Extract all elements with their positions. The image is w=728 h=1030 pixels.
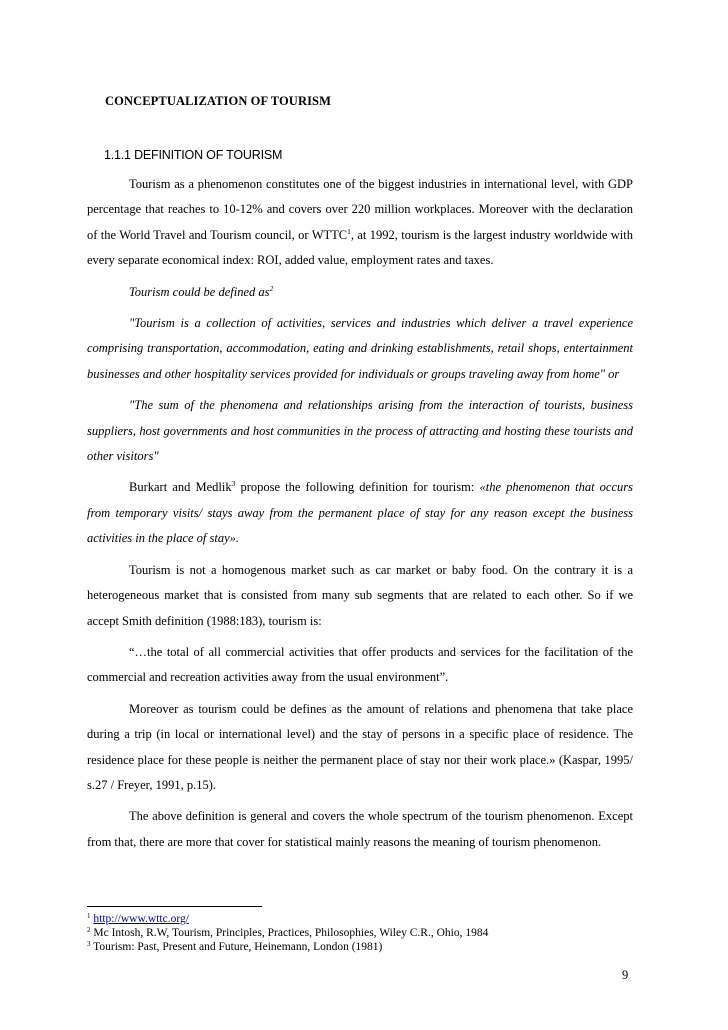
chapter-title: CONCEPTUALIZATION OF TOURISM xyxy=(105,94,331,108)
defined-as-text: Tourism could be defined as xyxy=(129,284,270,299)
paragraph-defined-as xyxy=(87,280,633,305)
footnote-2-text: Mc Intosh, R.W, Tourism, Principles, Practices, Philosophies, Wiley C.R., Ohio, 1984 xyxy=(93,927,489,939)
paragraph-intro-text: Tourism as a phenomenon constitutes one of the biggest industries in international level, with GDP percentage that reaches to 10-12% and covers over 220 million workplaces. Moreover with the declaration of the World Travel and Tourism council, or WTTC xyxy=(87,177,633,242)
footnote-2 xyxy=(87,926,633,940)
footnote-ref-1: 1 xyxy=(347,226,351,236)
paragraph-intro xyxy=(87,172,633,274)
footnote-2-number: 2 xyxy=(87,926,91,934)
footnote-3-number: 3 xyxy=(87,940,91,948)
footnote-1-number: 1 xyxy=(87,912,91,920)
section-heading: 1.1.1 DEFINITION OF TOURISM xyxy=(104,148,283,162)
footnote-3 xyxy=(87,940,633,954)
footnote-ref-2: 2 xyxy=(269,283,274,293)
paragraph-kaspar: Moreover as tourism could be defines as the amount of relations and phenomena that take place during a trip (in local or international level) and the stay of persons in a specific place of residence. The residence place for these people is neither the permanent place of stay nor their work place.» (Kaspar, 1995/ s.27 / Freyer, 1991, p.15). xyxy=(87,701,633,792)
burkart-quote: «the phenomenon that occurs from temporary visits/ stays away from the permanent place of stay for any reason except the business activities in the place of stay». xyxy=(87,480,633,546)
paragraph-intro-text-cont: , at 1992, tourism is the largest industry worldwide with every separate economical index: ROI, added value, employment rates and taxes. xyxy=(87,227,633,268)
burkart-authors: Burkart and Medlik xyxy=(129,480,232,495)
paragraph-burkart xyxy=(87,475,633,551)
paragraph-quote-2: "The sum of the phenomena and relationships arising from the interaction of tourists, business suppliers, host governments and host communities in the process of attracting and hosting these tourists and other visitors" xyxy=(87,398,633,464)
body-text xyxy=(87,172,633,861)
page-number: 9 xyxy=(622,968,629,982)
footnote-divider xyxy=(87,906,262,907)
footnote-1 xyxy=(87,912,633,926)
paragraph-conclusion: The above definition is general and covers the whole spectrum of the tourism phenomenon. Except from that, there are more that cover for statistical mainly reasons the meaning of tourism phenomenon. xyxy=(87,809,633,849)
paragraph-heterogeneous: Tourism is not a homogenous market such as car market or baby food. On the contrary it is a heterogeneous market that is consisted from many sub segments that are related to each other. So if we accept Smith definition (1988:183), tourism is: xyxy=(87,562,633,628)
footnote-3-text: Tourism: Past, Present and Future, Heinemann, London (1981) xyxy=(93,941,383,953)
footnotes xyxy=(87,912,633,954)
footnote-1-link[interactable]: http://www.wttc.org/ xyxy=(93,913,189,925)
paragraph-smith-quote: “…the total of all commercial activities that offer products and services for the facilitation of the commercial and recreation activities away from the usual environment”. xyxy=(87,644,633,685)
footnote-ref-3: 3 xyxy=(231,479,236,489)
paragraph-quote-1: "Tourism is a collection of activities, services and industries which deliver a travel experience comprising transportation, accommodation, eating and drinking establishments, retail shops, entertainment businesses and other hospitality services provided for individuals or groups traveling away from home" or xyxy=(87,316,633,381)
burkart-text: propose the following definition for tourism: xyxy=(235,480,480,495)
